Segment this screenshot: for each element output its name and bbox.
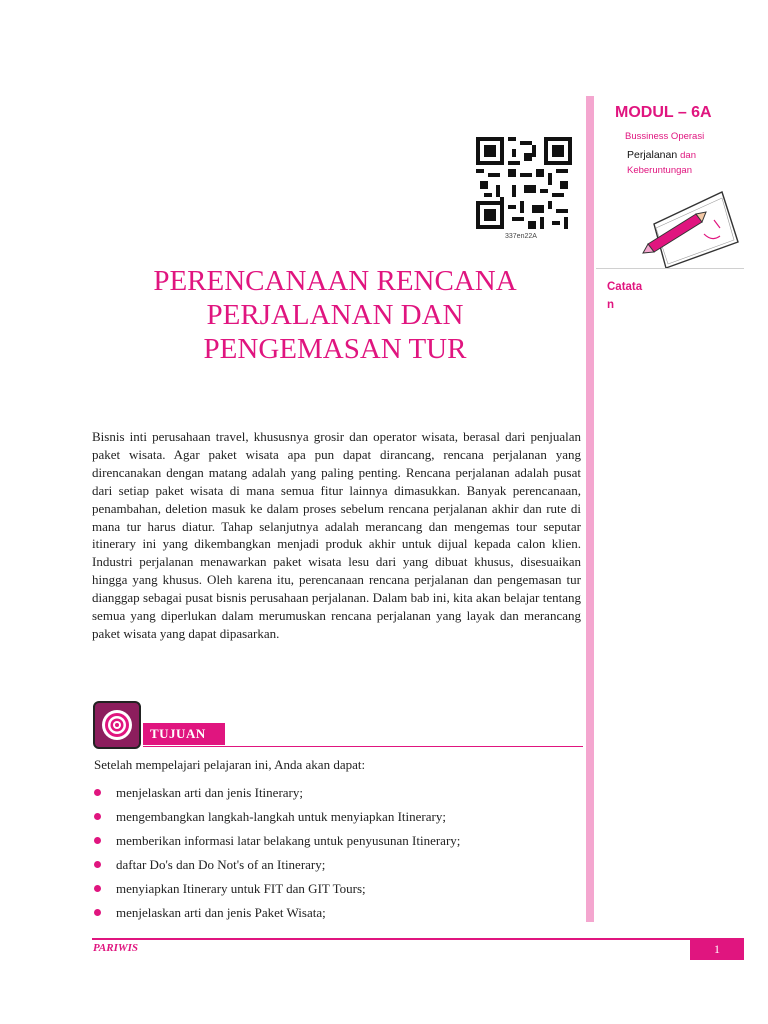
- list-item-text: menjelaskan arti dan jenis Itinerary;: [116, 785, 303, 800]
- notepad-pencil-icon: [640, 184, 744, 270]
- list-item-text: memberikan informasi latar belakang untuk penyusunan Itinerary;: [116, 833, 461, 848]
- objective-intro: Setelah mempelajari pelajaran ini, Anda akan dapat:: [94, 757, 366, 772]
- bullet-icon: [94, 837, 101, 844]
- module-subtitle-2b: dan: [680, 150, 696, 161]
- notes-label: Catatan: [607, 281, 643, 311]
- bullet-icon: [94, 885, 101, 892]
- list-item: [92, 832, 572, 856]
- list-item: [92, 904, 572, 928]
- list-item-text: daftar Do's dan Do Not's of an Itinerary;: [116, 857, 326, 872]
- page-title: [100, 264, 570, 366]
- target-icon: [93, 701, 141, 749]
- qr-code-icon: [476, 137, 572, 229]
- page-number: 1: [690, 938, 744, 960]
- list-item-text: menyiapkan Itinerary untuk FIT dan GIT Tours;: [116, 881, 366, 896]
- notes-rule: [596, 268, 744, 269]
- bullet-icon: [94, 813, 101, 820]
- qr-caption: 337en22A: [505, 233, 537, 240]
- bullet-icon: [94, 861, 101, 868]
- module-subtitle-2a: Perjalanan: [627, 149, 678, 161]
- module-subtitle-1: Bussiness Operasi: [625, 131, 705, 142]
- intro-paragraph: Bisnis inti perusahaan travel, khususnya grosir dan operator wisata, berasal dari penjualan paket wisata. Agar paket wisata apa pun dapat dirancang, rencana perjalanan yang direncanakan dengan matang adalah yang paling penting. Rencana perjalanan adalah pusat dari setiap paket wisata di mana semua fitur lainnya dimasukkan. Banyak perencanaan, penambahan, deletion masuk ke dalam proses sebelum rencana perjalanan akhir dan rute di mana tur harus diatur. Tahap selanjutnya adalah merancang dan mengemas tour seputar itinerary ini yang dikembangkan menjadi produk akhir untuk dijual kepada calon klien. Industri perjalanan menawarkan paket wisata lesu dari yang dibuat khusus, disesuaikan hingga yang khusus. Oleh karena itu, perencanaan rencana perjalanan dan pengemasan tur dianggap sebagai pusat bisnis perusahaan perjalanan. Dalam bab ini, kita akan belajar tentang semua yang diperlukan dalam merumuskan rencana perjalanan yang layak dan merancang paket wisata yang dapat dipasarkan.: [92, 429, 581, 641]
- objective-list: [92, 784, 572, 928]
- list-item: [92, 808, 572, 832]
- list-item-text: mengembangkan langkah-langkah untuk menyiapkan Itinerary;: [116, 809, 446, 824]
- footer-rule: [92, 938, 742, 940]
- list-item-text: menjelaskan arti dan jenis Paket Wisata;: [116, 905, 326, 920]
- footer-label: PARIWIS: [93, 942, 139, 954]
- module-subtitle-2: [627, 149, 696, 161]
- objective-rule: [143, 746, 583, 747]
- module-label: MODUL – 6A: [615, 104, 712, 121]
- title-line-2: PERJALANAN DAN: [206, 299, 464, 331]
- module-subtitle-3: Keberuntungan: [627, 165, 692, 176]
- bullet-icon: [94, 789, 101, 796]
- title-line-1: PERENCANAAN RENCANA: [153, 265, 517, 297]
- objective-heading: TUJUAN: [150, 726, 206, 741]
- list-item: [92, 880, 572, 904]
- list-item: [92, 856, 572, 880]
- title-line-3: PENGEMASAN TUR: [203, 333, 467, 365]
- bullet-icon: [94, 909, 101, 916]
- list-item: [92, 784, 572, 808]
- margin-divider: [586, 96, 594, 922]
